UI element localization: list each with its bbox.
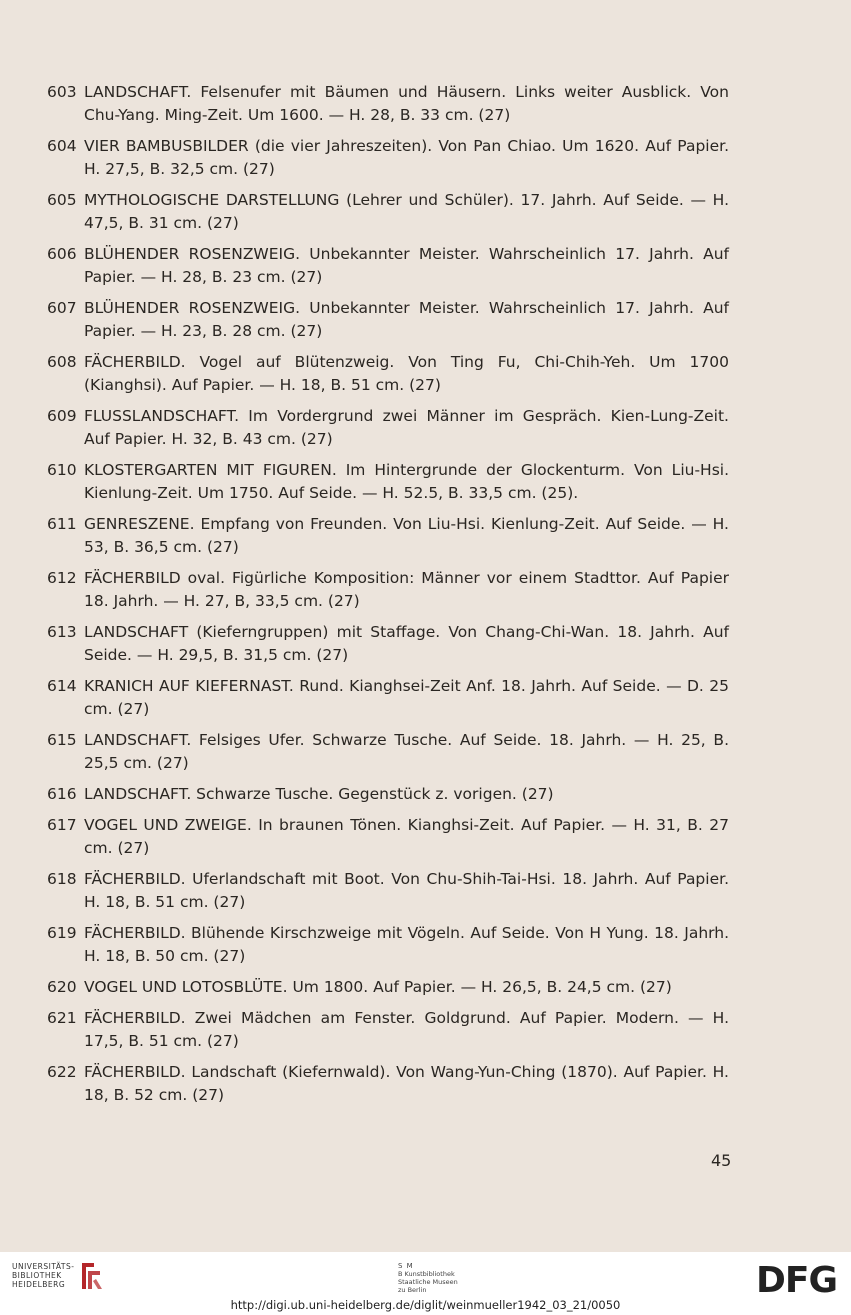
entry-number: 615 xyxy=(47,731,77,749)
catalog-entry xyxy=(47,513,729,559)
library-line: UNIVERSITÄTS- xyxy=(12,1262,75,1271)
entry-text: GENRESZENE. Empfang von Freunden. Von Liu-Hsi. Kienlung-Zeit. Auf Seide. — H. 53, B. 36,5 cm. (27) xyxy=(84,515,729,556)
entry-text: KLOSTERGARTEN MIT FIGUREN. Im Hintergrunde der Glockenturm. Von Liu-Hsi. Kienlung-Zeit. Um 1750. Auf Seide. — H. 52.5, B. 33,5 cm. (25). xyxy=(84,461,729,502)
entry-number: 607 xyxy=(47,299,77,317)
catalog-entry xyxy=(47,243,729,289)
entry-number: 605 xyxy=(47,191,77,209)
catalog-entry xyxy=(47,81,729,127)
library-line: HEIDELBERG xyxy=(12,1280,66,1289)
entry-number: 606 xyxy=(47,245,77,263)
entry-text: BLÜHENDER ROSENZWEIG. Unbekannter Meister. Wahrscheinlich 17. Jahrh. Auf Papier. — H. 28, B. 23 cm. (27) xyxy=(84,245,729,286)
entry-text: FLUSSLANDSCHAFT. Im Vordergrund zwei Männer im Gespräch. Kien-Lung-Zeit. Auf Papier. H. 32, B. 43 cm. (27) xyxy=(84,407,729,448)
entry-text: BLÜHENDER ROSENZWEIG. Unbekannter Meister. Wahrscheinlich 17. Jahrh. Auf Papier. — H. 23, B. 28 cm. (27) xyxy=(84,299,729,340)
entry-number: 619 xyxy=(47,924,77,942)
entry-number: 616 xyxy=(47,785,77,803)
library-emblem-icon xyxy=(78,1259,104,1293)
entry-number: 611 xyxy=(47,515,77,533)
catalog-entry xyxy=(47,976,729,999)
library-logo-text xyxy=(12,1262,78,1289)
stamp-line: Staatliche Museen xyxy=(398,1278,458,1286)
entry-text: FÄCHERBILD. Vogel auf Blütenzweig. Von Ting Fu, Chi-Chih-Yeh. Um 1700 (Kianghsi). Auf Papier. — H. 18, B. 51 cm. (27) xyxy=(84,353,729,394)
museum-stamp xyxy=(398,1262,458,1294)
entry-number: 617 xyxy=(47,816,77,834)
entry-text: FÄCHERBILD oval. Figürliche Komposition: Männer vor einem Stadttor. Auf Papier 18. Jahrh. — H. 27, B, 33,5 cm. (27) xyxy=(84,569,729,610)
source-url-link[interactable]: http://digi.ub.uni-heidelberg.de/diglit/weinmueller1942_03_21/0050 xyxy=(230,1298,621,1312)
catalog-entry xyxy=(47,675,729,721)
catalog-entry xyxy=(47,351,729,397)
catalog-entry xyxy=(47,1061,729,1107)
entry-list xyxy=(47,81,729,1115)
entry-text: FÄCHERBILD. Zwei Mädchen am Fenster. Goldgrund. Auf Papier. Modern. — H. 17,5, B. 51 cm. (27) xyxy=(84,1009,729,1050)
entry-text: VIER BAMBUSBILDER (die vier Jahreszeiten). Von Pan Chiao. Um 1620. Auf Papier. H. 27,5, B. 32,5 cm. (27) xyxy=(84,137,729,178)
entry-text: LANDSCHAFT. Felsenufer mit Bäumen und Häusern. Links weiter Ausblick. Von Chu-Yang. Ming-Zeit. Um 1600. — H. 28, B. 33 cm. (27) xyxy=(84,83,729,124)
catalog-entry xyxy=(47,189,729,235)
entry-number: 613 xyxy=(47,623,77,641)
library-line: BIBLIOTHEK xyxy=(12,1271,62,1280)
stamp-line: B Kunstbibliothek xyxy=(398,1270,455,1278)
entry-number: 618 xyxy=(47,870,77,888)
entry-number: 610 xyxy=(47,461,77,479)
entry-text: LANDSCHAFT. Schwarze Tusche. Gegenstück z. vorigen. (27) xyxy=(84,785,554,803)
catalog-entry xyxy=(47,783,729,806)
catalog-entry xyxy=(47,405,729,451)
dfg-logo: DFG xyxy=(756,1260,838,1301)
catalog-entry xyxy=(47,1007,729,1053)
entry-number: 603 xyxy=(47,83,77,101)
entry-text: MYTHOLOGISCHE DARSTELLUNG (Lehrer und Schüler). 17. Jahrh. Auf Seide. — H. 47,5, B. 31 cm. (27) xyxy=(84,191,729,232)
entry-number: 609 xyxy=(47,407,77,425)
entry-text: FÄCHERBILD. Blühende Kirschzweige mit Vögeln. Auf Seide. Von H Yung. 18. Jahrh. H. 18, B. 50 cm. (27) xyxy=(84,924,729,965)
entry-text: FÄCHERBILD. Landschaft (Kiefernwald). Von Wang-Yun-Ching (1870). Auf Papier. H. 18, B. 52 cm. (27) xyxy=(84,1063,729,1104)
stamp-line: S M xyxy=(398,1262,414,1270)
entry-text: LANDSCHAFT. Felsiges Ufer. Schwarze Tusche. Auf Seide. 18. Jahrh. — H. 25, B. 25,5 cm. (27) xyxy=(84,731,729,772)
catalog-entry xyxy=(47,135,729,181)
stamp-line: zu Berlin xyxy=(398,1286,427,1294)
entry-text: KRANICH AUF KIEFERNAST. Rund. Kianghsei-Zeit Anf. 18. Jahrh. Auf Seide. — D. 25 cm. (27) xyxy=(84,677,729,718)
entry-number: 621 xyxy=(47,1009,77,1027)
entry-text: VOGEL UND LOTOSBLÜTE. Um 1800. Auf Papier. — H. 26,5, B. 24,5 cm. (27) xyxy=(84,978,672,996)
entry-number: 622 xyxy=(47,1063,77,1081)
entry-number: 620 xyxy=(47,978,77,996)
entry-text: LANDSCHAFT (Kieferngruppen) mit Staffage. Von Chang-Chi-Wan. 18. Jahrh. Auf Seide. — H. 29,5, B. 31,5 cm. (27) xyxy=(84,623,729,664)
catalog-entry xyxy=(47,459,729,505)
entry-number: 608 xyxy=(47,353,77,371)
catalog-entry xyxy=(47,297,729,343)
entry-number: 604 xyxy=(47,137,77,155)
entry-number: 614 xyxy=(47,677,77,695)
catalog-entry xyxy=(47,922,729,968)
catalog-entry xyxy=(47,567,729,613)
entry-text: FÄCHERBILD. Uferlandschaft mit Boot. Von Chu-Shih-Tai-Hsi. 18. Jahrh. Auf Papier. H. 18, B. 51 cm. (27) xyxy=(84,870,729,911)
catalog-entry xyxy=(47,729,729,775)
catalog-entry xyxy=(47,868,729,914)
entry-text: VOGEL UND ZWEIGE. In braunen Tönen. Kianghsi-Zeit. Auf Papier. — H. 31, B. 27 cm. (27) xyxy=(84,816,729,857)
page-number: 45 xyxy=(711,1151,732,1170)
catalog-entry xyxy=(47,621,729,667)
entry-number: 612 xyxy=(47,569,77,587)
catalog-entry xyxy=(47,814,729,860)
